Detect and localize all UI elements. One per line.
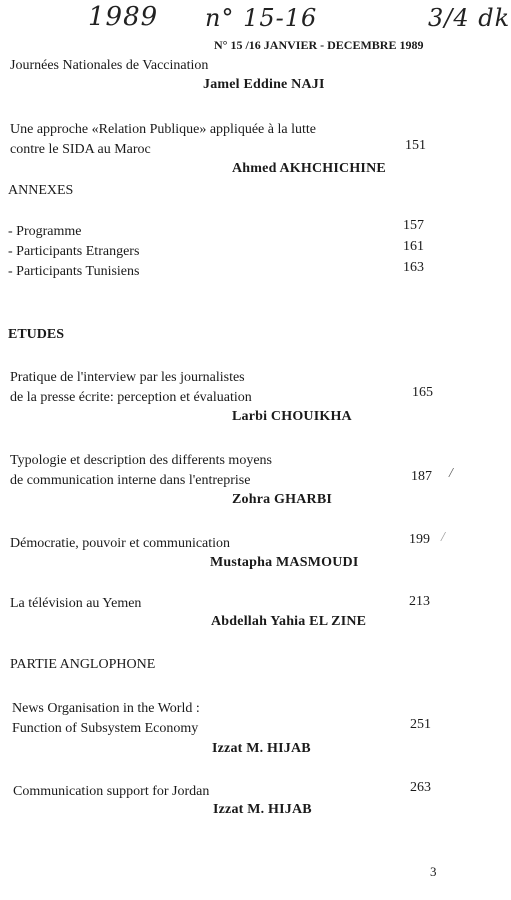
handwritten-issue-numbers: n° 15-16 <box>205 4 318 32</box>
entry-title-line: Communication support for Jordan <box>13 784 210 799</box>
section-heading-anglophone: PARTIE ANGLOPHONE <box>10 657 156 672</box>
entry-title-line: de communication interne dans l'entreprise <box>10 473 251 488</box>
entry-title-line: Démocratie, pouvoir et communication <box>10 536 231 551</box>
entry-author: Mustapha MASMOUDI <box>210 555 359 570</box>
entry-author: Ahmed AKHCHICHINE <box>232 161 386 176</box>
section-heading-etudes: ETUDES <box>8 327 65 342</box>
entry-title-line: Function of Subsystem Economy <box>12 721 199 736</box>
handwritten-shelf-mark: 3/4 dk <box>428 4 511 32</box>
entry-title-line: News Organisation in the World : <box>12 701 200 716</box>
entry-page-number: 187 <box>411 469 432 484</box>
entry-author: Jamel Eddine NAJI <box>203 77 325 92</box>
page-number: 3 <box>430 864 437 879</box>
handwritten-tick-mark: / <box>441 530 445 545</box>
entry-page-number: 213 <box>409 594 430 609</box>
entry-title-line: de la presse écrite: perception et évaluation <box>10 390 252 405</box>
entry-author: Izzat M. HIJAB <box>213 802 312 817</box>
entry-page-number: 199 <box>409 532 430 547</box>
entry-page-number: 165 <box>412 385 433 400</box>
entry-title-line: Pratique de l'interview par les journalistes <box>10 370 245 385</box>
issue-header: N° 15 /16 JANVIER - DECEMBRE 1989 <box>214 38 424 52</box>
entry-page-number: 263 <box>410 780 431 795</box>
annex-item-label: - Participants Tunisiens <box>8 264 140 279</box>
entry-author: Izzat M. HIJAB <box>212 741 311 756</box>
entry-title-line: Typologie et description des differents moyens <box>10 453 272 468</box>
entry-author: Abdellah Yahia EL ZINE <box>211 614 367 629</box>
annex-item-label: - Participants Etrangers <box>8 244 140 259</box>
entry-author: Larbi CHOUIKHA <box>232 409 352 424</box>
annex-item-page: 163 <box>403 260 424 275</box>
annex-item-page: 157 <box>403 218 424 233</box>
entry-author: Zohra GHARBI <box>232 492 333 507</box>
handwritten-year: 1989 <box>88 2 159 32</box>
entry-title-line: Journées Nationales de Vaccination <box>10 58 209 73</box>
entry-page-number: 151 <box>405 138 426 153</box>
section-heading-annexes: ANNEXES <box>8 183 74 198</box>
annex-item-label: - Programme <box>8 224 82 239</box>
entry-page-number: 251 <box>410 717 431 732</box>
entry-title-line: La télévision au Yemen <box>10 596 142 611</box>
entry-title-line: Une approche «Relation Publique» appliquée à la lutte <box>10 122 316 137</box>
handwritten-tick-mark: / <box>449 466 453 481</box>
entry-title-line: contre le SIDA au Maroc <box>10 142 151 157</box>
annex-item-page: 161 <box>403 239 424 254</box>
